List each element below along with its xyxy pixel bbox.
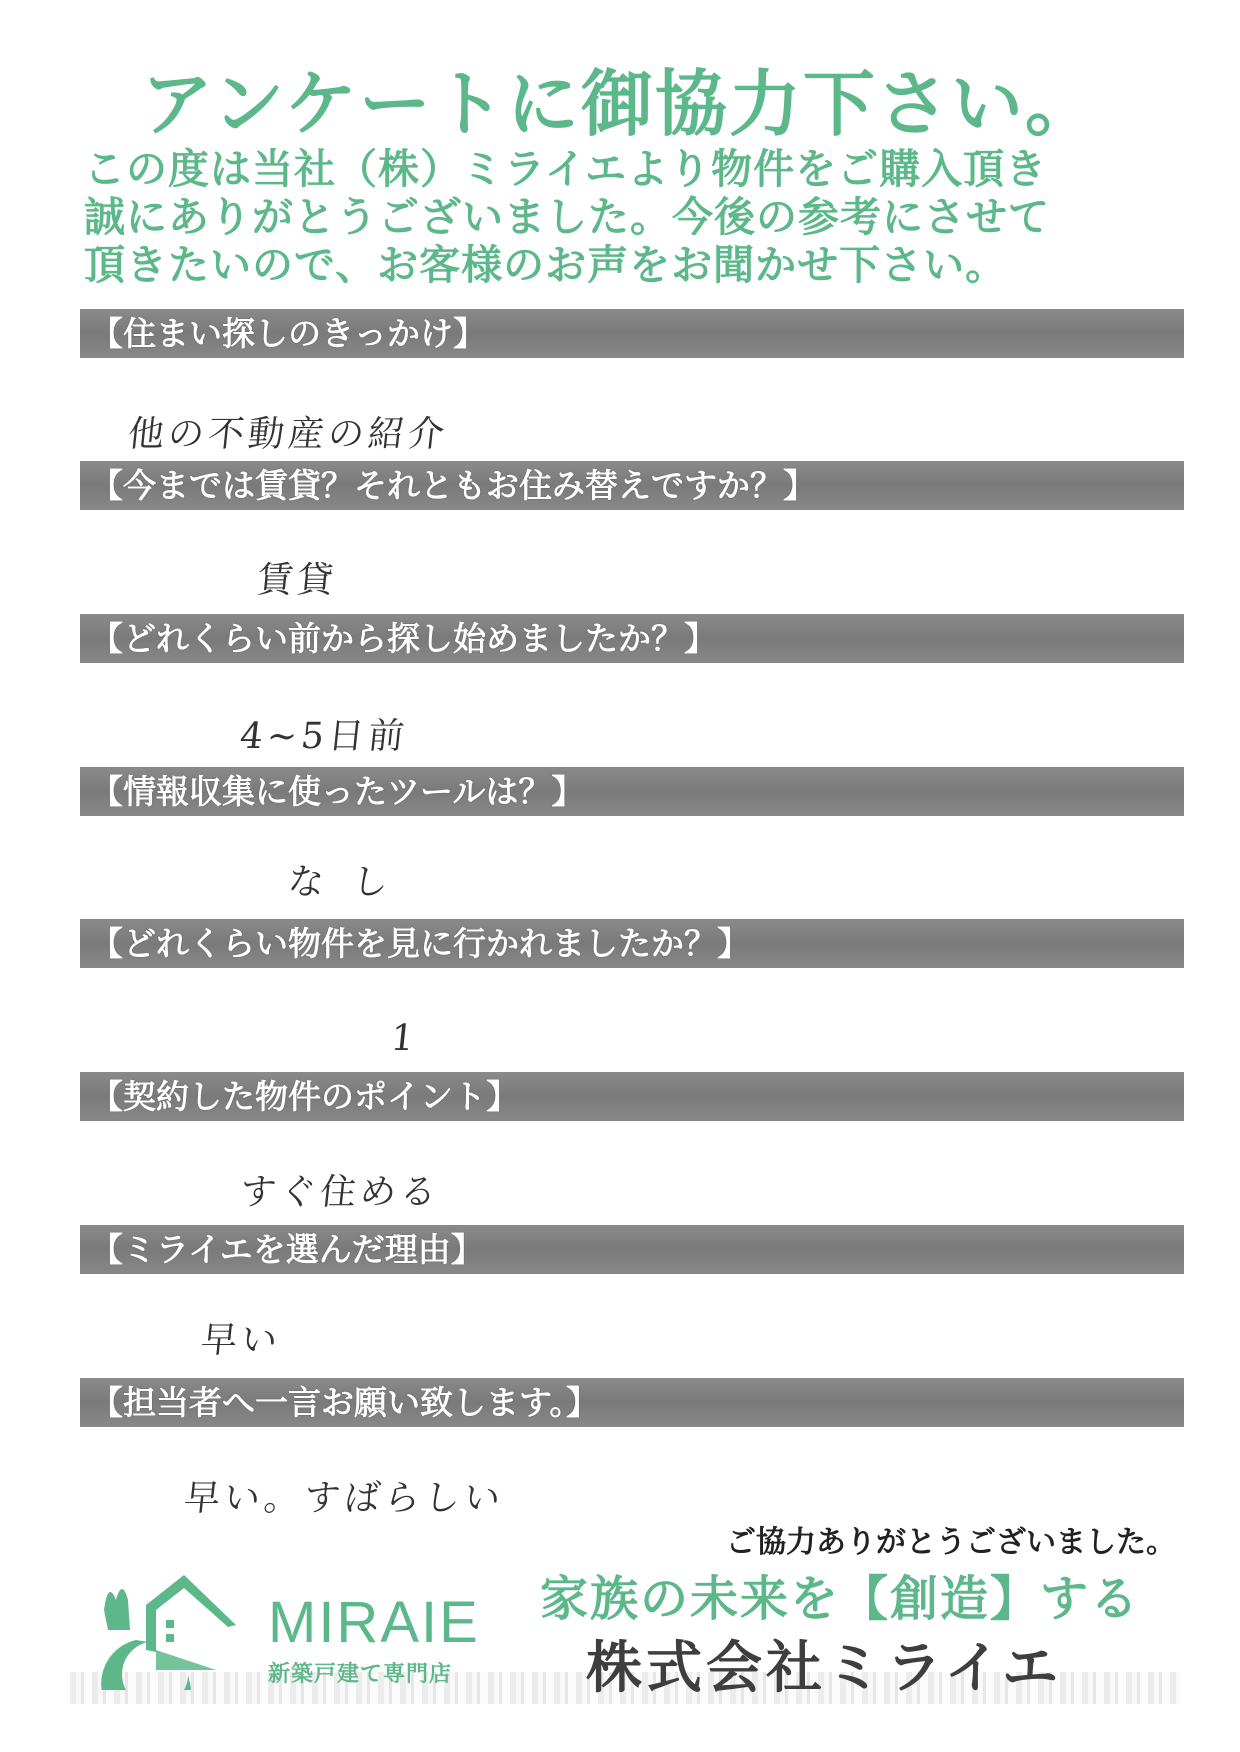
question-label: 【今までは賃貸？それともお住み替えですか？】	[90, 466, 816, 505]
question-bar	[80, 309, 1184, 358]
thanks-message: ご協力ありがとうございました。	[726, 1525, 1176, 1560]
answer-text: すぐ住める	[237, 1172, 443, 1213]
intro-line: この度は当社（株）ミライエより物件をご購入頂き	[84, 145, 1048, 193]
company-name: 株式会社ミライエ	[586, 1636, 1063, 1701]
question-bar	[80, 1378, 1184, 1427]
answer-text: 賃貸	[254, 560, 340, 601]
brand-tagline: 新築戸建て専門店	[268, 1662, 453, 1687]
brand-name: MIRAIE	[268, 1590, 480, 1655]
question-label: 【ミライエを選んだ理由】	[90, 1230, 484, 1269]
question-label: 【契約した物件のポイント】	[90, 1077, 519, 1116]
question-label: 【どれくらい物件を見に行かれましたか？】	[90, 924, 750, 963]
question-label: 【情報収集に使ったツールは？】	[90, 772, 585, 811]
question-label: 【どれくらい前から探し始めましたか？】	[90, 619, 717, 658]
house-logo-icon	[96, 1570, 256, 1690]
answer-text: 4~5日前	[237, 716, 411, 757]
answer-text: なし	[285, 862, 419, 903]
question-label: 【住まい探しのきっかけ】	[90, 314, 486, 353]
question-bar	[80, 461, 1184, 510]
slogan: 家族の未来を【創造】する	[540, 1571, 1141, 1627]
question-bar	[80, 1072, 1184, 1121]
question-bar	[80, 614, 1184, 663]
question-label: 【担当者へ一言お願い致します。】	[90, 1383, 599, 1422]
intro-line: 誠にありがとうございました。今後の参考にさせて	[84, 193, 1050, 241]
question-bar	[80, 767, 1184, 816]
question-bar	[80, 1225, 1184, 1274]
answer-text: 他の不動産の紹介	[125, 414, 451, 455]
question-bar	[80, 919, 1184, 968]
answer-text: 早い。すばらしい	[181, 1478, 507, 1519]
answer-text: 1	[388, 1018, 421, 1059]
answer-text: 早い	[198, 1320, 284, 1361]
survey-title: アンケートに御協力下さい。	[141, 62, 1099, 146]
intro-line: 頂きたいので、お客様のお声をお聞かせ下さい。	[84, 241, 1008, 289]
